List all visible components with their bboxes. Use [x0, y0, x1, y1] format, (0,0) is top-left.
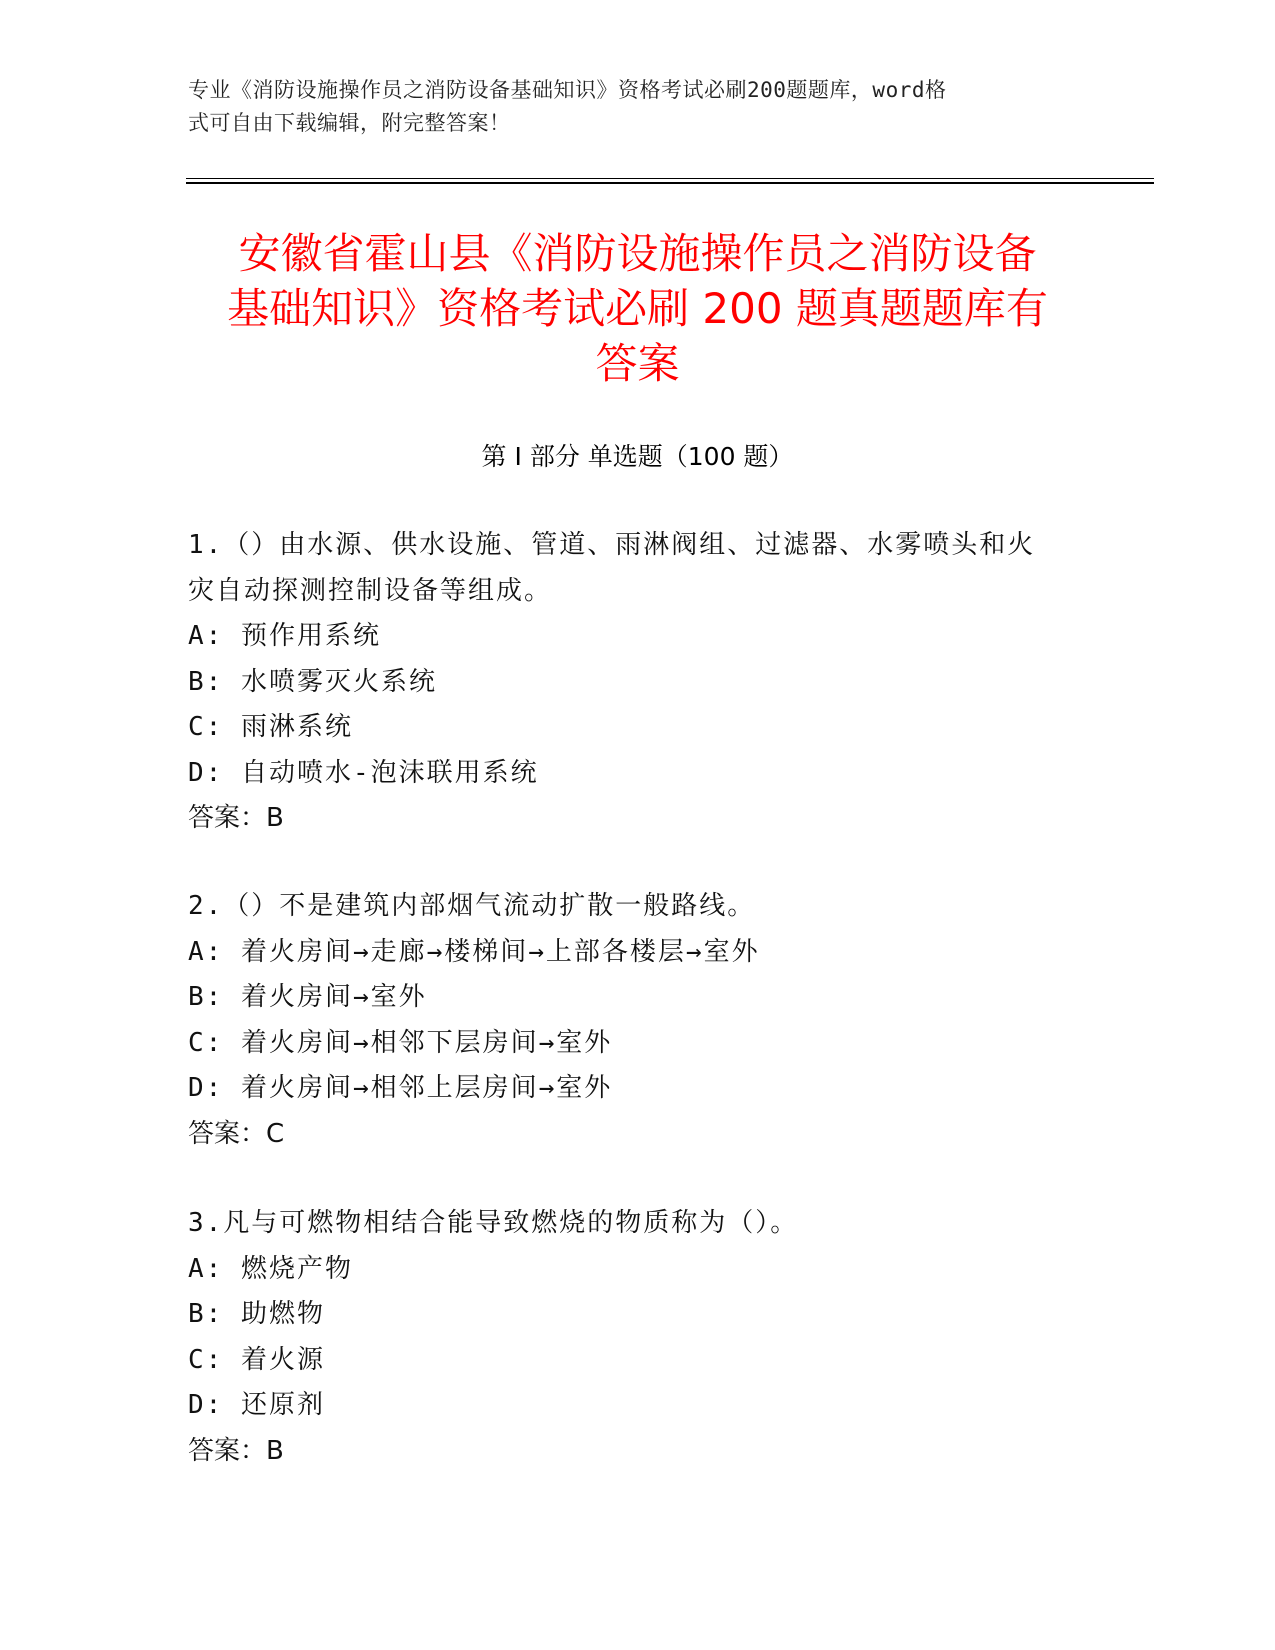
answer-line: 答案：C: [188, 1118, 285, 1149]
question-stem-continued: 灾自动探测控制设备等组成。: [188, 575, 553, 606]
option-a: A: 燃烧产物: [188, 1253, 353, 1284]
question-stem: 1.（）由水源、供水设施、管道、雨淋阀组、过滤器、水雾喷头和火: [188, 530, 1036, 560]
question-stem: 2.（）不是建筑内部烟气流动扩散一般路线。: [188, 891, 756, 921]
option-c: C: 着火房间→相邻下层房间→室外: [188, 1027, 613, 1058]
option-d: D: 着火房间→相邻上层房间→室外: [188, 1073, 613, 1103]
header-divider-thick: [186, 182, 1154, 184]
option-b: B: 助燃物: [188, 1299, 325, 1329]
title-line2: 基础知识》资格考试必刷 200 题真题题库有: [227, 284, 1048, 333]
option-c: C: 雨淋系统: [188, 712, 353, 742]
question-1: [188, 523, 1068, 842]
answer-line: 答案：B: [188, 1435, 284, 1466]
title-line3: 答案: [595, 339, 680, 388]
option-a: A: 着火房间→走廊→楼梯间→上部各楼层→室外: [188, 936, 760, 967]
header-note-line2: 式可自由下载编辑，附完整答案！: [188, 111, 511, 135]
section-heading: 第 I 部分 单选题（100 题）: [481, 442, 794, 471]
question-2: [188, 884, 1068, 1157]
question-3: [188, 1201, 1068, 1474]
header-divider-thin: [186, 178, 1154, 179]
header-note-line1: 专业《消防设施操作员之消防设备基础知识》资格考试必刷200题题库，word格: [188, 78, 947, 102]
header-note: [188, 74, 1068, 140]
option-b: B: 水喷雾灭火系统: [188, 666, 437, 697]
option-a: A: 预作用系统: [188, 621, 381, 651]
document-title: [180, 226, 1095, 391]
answer-line: 答案：B: [188, 803, 284, 833]
option-b: B: 着火房间→室外: [188, 982, 427, 1012]
option-d: D: 还原剂: [188, 1390, 325, 1420]
question-stem: 3.凡与可燃物相结合能导致燃烧的物质称为（）。: [188, 1208, 799, 1238]
title-line1: 安徽省霍山县《消防设施操作员之消防设备: [238, 229, 1037, 278]
option-c: C: 着火源: [188, 1344, 325, 1375]
option-d: D: 自动喷水-泡沫联用系统: [188, 757, 539, 788]
